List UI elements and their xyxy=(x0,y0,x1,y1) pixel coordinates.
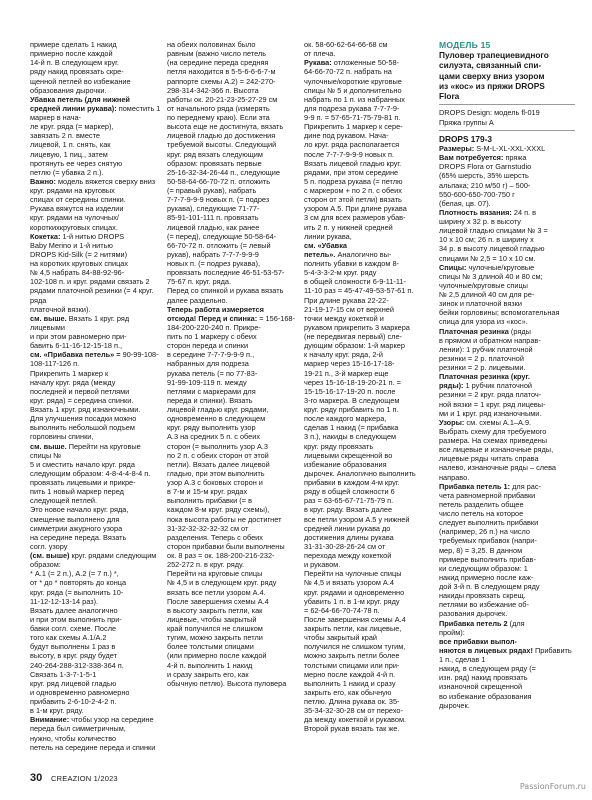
text-run: пряжа DROPS Flora от Garnstudio (65% шерсть, 35% шерсть альпака; 210 м/50 г) – 500- 550-600-650-700-750 г (белая, цв. 07). xyxy=(439,153,532,208)
paragraph xyxy=(30,95,161,177)
bold-term: см. выше. xyxy=(30,441,67,451)
paragraph xyxy=(439,482,575,619)
text-run: модель вяжется сверху вниз круг. рядами на круговых спицах от середины спинки. Рукава вяжутся на изделии круг. рядами на чулочных/ короткихкруговых спицах. xyxy=(30,176,156,232)
paragraph xyxy=(439,637,575,710)
paragraph xyxy=(30,314,161,351)
model-code: DROPS 179-3 xyxy=(439,133,493,144)
bold-term: Убавка петель (для нижней средней линии рукава): xyxy=(30,94,130,113)
bold-term: Спицы: xyxy=(439,262,467,272)
paragraph xyxy=(439,208,575,263)
text-column-3 xyxy=(304,40,435,782)
paragraph xyxy=(167,305,298,688)
text-run: для рас- чета равномерной прибавки петель разделить общее число петель на которое следует выполнить прибавки (например, 26 п.) на число требуемых прибавок (напри- мер, 8) = 3,25. В данном примере выполнить прибав- ки следующим образом: 1 накид примерно после каж- дой 3-й п. В следующем ряду накиды провязать скрещ. петлями во избежание об- разования дырочек. xyxy=(439,481,541,619)
model-design: DROPS Design: модель fl-019 Пряжа группы А xyxy=(439,108,540,127)
text-run: круг. рядами следующим образом: * А.1 (= 2 п.), А.2 (= 7 п.) *, от * до * повторять до конца круг. ряда (= выполнить 10- 11-12-12-13-14 раз). Вязать далее аналогично и при этом выполнить при- бавки согл. схеме. После того как схемы А.1/А.2 будут выполнены 1 раз в высоту, в круг. ряду будет 240-264-288-312-338-364 п. Связать 1-3-7-1-5-1 круг. ряд лицевой гладью и одновременно равномерно прибавить 2-6-10-2-4-2 п. в 1-м круг. ряду. xyxy=(30,551,157,716)
bold-term: все прибавки выпол- няются в лицевых рядах! xyxy=(439,636,533,655)
paragraph xyxy=(439,153,575,208)
text-run: Прибавить 1 п., сделав 1 накид, в следующем ряду (= изн. ряд) накид провязать изнаночной скрещенной во избежание образования дырочек. xyxy=(439,645,572,710)
magazine-issue: CREAZION 1/2023 xyxy=(51,774,118,783)
paragraph xyxy=(30,442,161,552)
text-run: Перейти на круговые спицы № 5 и сместить начало круг. ряда следующим образом: 4-8-4-4-8-4 п. провязать лицевыми и прикре- пить 1 новый маркер перед следующей петлей. Это новое начало круг. ряда, смещение выполнено для симметрии ажурного узора на середине переда. Вязать согл. узору xyxy=(30,441,151,551)
bold-term: Прибавка петель 2 xyxy=(439,618,508,628)
paragraph xyxy=(30,715,161,752)
page-footer xyxy=(30,771,118,785)
bold-term: Внимание: xyxy=(30,715,70,725)
instructions-body xyxy=(439,144,575,710)
bold-term: Рукава: xyxy=(304,58,332,68)
text-run: 1 рубчик платочной резинки = 2 круг. ряда платоч- ной вязки = 1 круг. ряд лицевы- ми и 1 круг. ряд изнаночными. xyxy=(439,381,546,418)
site-watermark: PassionForum.ru xyxy=(519,782,586,791)
bold-term: Вам потребуется: xyxy=(439,153,504,163)
bold-term: Прибавка петель 1: xyxy=(439,481,511,491)
text-run: поместить 1 маркер в нача- ле круг. ряда (= маркер), завязать 2 п. вместе лицевой, 1 п. снять, как лицевую, 1 пиц., затем протянуть ее через снятую петлю (= убавка 2 п.). xyxy=(30,103,161,177)
bold-term: Кокетка: xyxy=(30,231,61,241)
text-run: (ряды в прямом и обратном направ- лении): 1 рубчик платочной резинки = 2 р. платочной резинки = 2 р. лицевыми. xyxy=(439,326,541,373)
paragraph xyxy=(304,58,435,241)
model-title: Пуловер трапециевидного силуэта, связанный спи- цами сверху вниз узором из «кос» из пряжи DROPS Flora xyxy=(439,50,549,102)
bold-term: Платочная резинка (круг. ряды): xyxy=(439,372,530,391)
text-column-4 xyxy=(439,40,575,782)
text-column-1 xyxy=(30,40,161,782)
page-number: 30 xyxy=(30,772,43,784)
bold-term: Плотность вязания: xyxy=(439,207,512,217)
paragraph xyxy=(439,327,575,373)
text-run: (для пройм): xyxy=(439,618,525,637)
paragraph xyxy=(304,241,435,734)
paragraph xyxy=(439,619,575,637)
bold-term: (см. выше) xyxy=(30,551,70,560)
paragraph xyxy=(30,177,161,232)
bold-term: Платочная резинка xyxy=(439,326,509,336)
paragraph xyxy=(30,350,161,441)
text-run: S-M-L-XL-XXL-XXXL xyxy=(474,144,546,154)
text-run: 90-99-108-108-117-126 п. Прикрепить 1 маркер к началу круг. ряда (между последней и первой петлями круг. ряда) = середина спинки. Вязать 1 круг. ряд изнаночными. Для улучшения посадки можно выполнить небольшой подъем горловины спинки, xyxy=(30,350,159,442)
paragraph xyxy=(30,551,161,715)
paragraph xyxy=(30,40,161,95)
divider xyxy=(439,104,575,105)
text-run: Аналогично вы- полнить убавки в каждом 8- 5-4-3-3-2-м круг. ряду в общей сложности 6-9-11-11- 11-10 раз = 45-47-49-53-57-61 п. При длине рукава 22-22- 21-19-17-15 см от верхней точки между кокеткой и рукавом прикрепить 3 маркера (не передвигая первый) сле- дующим образом: 1-й маркер к началу круг. ряда, 2-й маркер через 15-16-17-18- 19-21 п., 3-й маркер еще через 15-16-18-19-20-21 п. = 15-15-16-17-19-20 п. после 3-го маркера. В следующем круг. ряду прибавить по 1 п. после каждого маркера, сделав 1 накид (= прибавка 3 п.), накиды в следующем круг. ряду провязать лицевыми скрещенной во избежание образования дырочек. Аналогично выполнить прибавки в каждом 4-м круг. ряду в общей сложности 6 раз = 63-65-67-71-75-79 п. в круг. ряду. Вязать далее все петли узором А.5 у нижней средней линии рукава до достижения длины рукава 31-31-30-28-26-24 см от перехода между кокеткой и рукавом. Перейти на чулочные спицы № 4,5 и вязать узором А.4 круг. рядами и одновременно убавить 1 п. в 1-м круг. ряду = 62-64-66-70-74-78 п. После завершения схемы А.4 закрыть петли, как лицевые, чтобы закрытый край получился не слишком тугим, можно закрыть петли более толстыми спицами или при- мерно после каждой 4-й п. выполнить 1 накид и сразу закрыть его, как обычную петлю. Длина рукава ок. 35- 35-34-32-30-28 см от перехо- да между кокеткой и рукавом. Второй рукав вязать так же. xyxy=(304,249,416,734)
text-run: см. схемы А.1–А.9. Выбрать схему для требуемого размера. На схемах приведены все лицевые и изнаночные ряды, лицевые ряды читать справа налево, изнаночные ряды – слева направо. xyxy=(439,417,557,482)
paragraph xyxy=(167,40,298,305)
text-run: примере сделать 1 накид примерно после каждой 14-й п. В следующем круг. ряду накид провязать скре- щенной петлей во избежание образования дырочки. xyxy=(30,40,131,95)
bold-term: Размеры: xyxy=(439,144,475,154)
text-run: чтобы узор на середине переда был симметричным, нужно, чтобы количество петель на середине переда и спинки xyxy=(30,715,156,752)
text-run: = 156-168- 184-200-220-240 п. Прикре- пить по 1 маркеру с обеих сторон переда и спинки в середине 7-7-7-9-9-9 п., набранных для подреза рукава петель (= по 77-83- 91-99-109-119 п. между петлями с маркерами для переда и спинки). Вязать лицевой гладью круг. рядами, одновременно в следующем круг. ряду выполнить узор А.3 на средних 5 п. с обеих сторон (= выполнить узор А.3 по 2 п. с обеих сторон от этой петли). Вязать далее лицевой гладью, при этом выполнить узор А.3 с боковых сторон и в 7-м и 15-м круг. рядах выполнить прибавки (= в каждом 8-м круг. ряду схемы), пока высота работы не достигнет 31-32-32-32-32-32 см от разделения. Теперь с обеих сторон прибавки были выполнены ок. 8 раз = ок. 188-200-216-232- 252-272 п. в круг. ряду. Перейти на круговые спицы № 4,5 и в следующем круг. ряду вязать все петли узором А.4. После завершения схемы А.4 в высоту закрыть петли, как лицевые, чтобы закрытый край получился не слишком тугим, можно закрыть петли более толстыми спицами (или примерно после каждой 4-й п. выполнить 1 накид и сразу закрыть его, как обычную петлю). Высота пуловера xyxy=(167,313,295,688)
bold-term: Узоры: xyxy=(439,417,465,427)
bold-term: см. «Убавка петель». xyxy=(304,240,347,259)
paragraph xyxy=(439,418,575,482)
text-run: Вязать 1 круг. ряд лицевыми и при этом равномерно при- бавить 6-11-16-12-15-18 п., xyxy=(30,313,130,351)
bold-term: Теперь работа измеряется отсюда! xyxy=(167,304,264,323)
text-run: ок. 58-60-62-64-66-68 см от плеча. xyxy=(304,40,388,59)
text-run: чулочные/круговые спицы № 3 длиной 40 и 80 см; чулочные/круговые спицы № 2,5 длиной 40 см для ре- зинок и платочной вязки бейки горловины; вспомогательная спица для узора из «кос». xyxy=(439,262,560,327)
bold-term: см. «Прибавка петель» = xyxy=(30,350,121,360)
text-run: отложенные 50-58- 64-66-70-72 п. набрать на чулочные/короткие круговые спицы № 5 и дополнительно набрать по 1 п. из набранных для подреза рукава 7-7-7-9- 9-9 п. = 57-65-71-75-79-81 п. Прикрепить 1 маркер к сере- дине под рукавом. Нача- ло круг. ряда располагается после 7-7-7-9-9-9 новых п. Вязать лицевой гладью круг. рядами, при этом середине 5 п. подреза рукава (= петлю с маркером + по 2 п. с обеих сторон от этой петли) вязать узором А.5. При длине рукава 3 см для всех размеров убав- ить 2 п. у нижней средней линии рукава, xyxy=(304,58,407,241)
text-column-2 xyxy=(167,40,298,782)
paragraph xyxy=(439,144,575,153)
paragraph xyxy=(30,232,161,314)
paragraph xyxy=(439,263,575,327)
text-run: 24 п. в ширину х 32 р. в высоту лицевой гладью спицами № 3 = 10 х 10 см; 26 п. в ширину х 34 р. в высоту лицевой гладью спицами № 2,5 = 10 х 10 см. xyxy=(439,207,548,263)
model-number: МОДЕЛЬ 15 xyxy=(439,40,491,50)
bold-term: Важно: xyxy=(30,176,56,186)
divider xyxy=(439,130,575,131)
bold-term: Перед и спинка: xyxy=(198,313,258,323)
paragraph xyxy=(439,372,575,418)
text-run: на обеих половинах было равным (важно число петель (на середине переда средняя петля находится в 5-5-6-6-6-7-м раппорте схемы А.2) = 242-270- 298-314-342-366 п. Высота работы ок. 20-21-23-25-27-29 см от начального ряда (измерять по переднему краю). Если эта высота еще не достигнута, вязать лицевой гладью до достижения требуемой высоты. Следующий круг. ряд вязать следующим образом: провязать первые 25-16-32-34-26-44 п., следующие 50-58-64-66-70-72 п. отложить (= правый рукав), набрать 7-7-7-9-9-9 новых п. (= подрез рукава), следующие 71-77- 85-91-101-111 п. провязать лицевой гладью, как ранее (= перед), следующие 50-58-64- 66-70-72 п. отложить (= левый рукав), набрать 7-7-7-9-9-9 новых п. (= подрез рукава), провязать последние 46-51-53-57- 75-67 п. круг. ряда. Перед со спинкой и рукава вязать далее раздельно. xyxy=(167,40,285,305)
paragraph xyxy=(304,40,435,58)
text-run: 1-й нитью DROPS Baby Merino и 1-й нитью DROPS Kid-Silk (= 2 нитями) на коротких круговых спицах № 4,5 набрать 84-88-92-96- 102-108 п. и круг. рядами связать 2 рядами платочной резинки (= 4 круг. ряда платочной вязки). xyxy=(30,231,154,314)
bold-term: см. выше. xyxy=(30,313,67,323)
